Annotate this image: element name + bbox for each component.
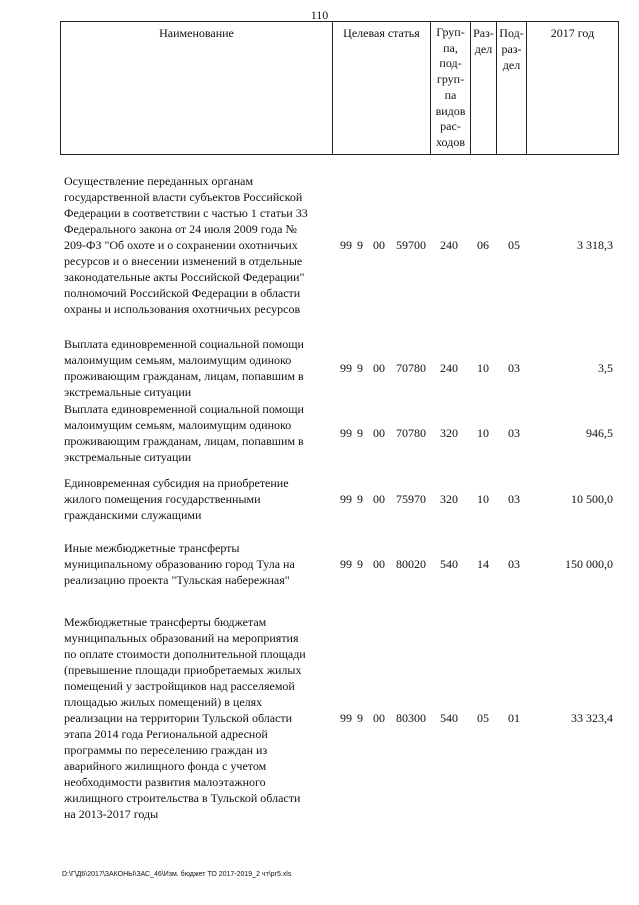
row-name-line: Иные межбюджетные трансферты <box>64 541 240 555</box>
file-path-footer: D:\Г\Д6\2017\ЗАКОНЫ\ЗАС_46\Изм. бюджет ТО 2017-2019_2 чт\pr5.xls <box>62 871 292 878</box>
section: 05 <box>477 711 489 725</box>
subsection: 01 <box>508 711 520 725</box>
row-name-line: малоимущим семьям, малоимущим одиноко <box>64 418 292 432</box>
row-name-line: Федерального закона от 24 июля 2009 года № <box>64 222 297 236</box>
row-name-line: Осуществление переданных органам <box>64 174 254 188</box>
row-values <box>0 425 639 441</box>
row-name-line: Федерации в соответствии с частью 1 статьи 33 <box>64 206 308 220</box>
subsection: 03 <box>508 426 520 440</box>
row-name-line: по оплате стоимости дополнительной площади <box>64 647 306 661</box>
row-name-line: этапа 2014 года Региональной адресной <box>64 727 268 741</box>
amount: 946,5 <box>586 426 613 440</box>
row-name-line: необходимости развития малоэтажного <box>64 775 266 789</box>
header-section <box>471 22 497 154</box>
section: 10 <box>477 426 489 440</box>
expense-group: 240 <box>440 238 458 252</box>
code-direction: 75970 <box>396 492 426 506</box>
code-event: 00 <box>373 238 385 252</box>
section: 10 <box>477 361 489 375</box>
row-name-line: реализации на территории Тульской области <box>64 711 293 725</box>
header-target-article: Целевая статья <box>333 22 431 154</box>
code-direction: 80020 <box>396 557 426 571</box>
header-section-line: Раз- <box>473 26 494 40</box>
header-name: Наименование <box>61 22 333 154</box>
row-name-line: аварийного жилищного фонда с учетом <box>64 759 267 773</box>
row-name-line: Выплата единовременной социальной помощи <box>64 402 304 416</box>
row-name-line: площадью жилых помещений) в целях <box>64 695 263 709</box>
code-subprogram: 9 <box>357 238 363 252</box>
row-name-line: охраны и использования охотничьих ресурсов <box>64 302 301 316</box>
row-name-line: помещений у застройщиков над расселяемой <box>64 679 295 693</box>
header-section-line: дел <box>474 42 493 56</box>
row-values <box>0 237 639 253</box>
header-group-line: па, <box>443 40 458 55</box>
header-year: 2017 год <box>550 26 595 40</box>
code-subprogram: 9 <box>357 361 363 375</box>
code-event: 00 <box>373 492 385 506</box>
row-name-line: проживающим гражданам, лицам, попавшим в <box>64 369 304 383</box>
row-name-line: законодательные акты Российской Федерации" <box>64 270 305 284</box>
subsection: 05 <box>508 238 520 252</box>
amount: 150 000,0 <box>565 557 613 571</box>
header-subsection-line: раз- <box>501 42 522 56</box>
page-number: 110 <box>310 8 329 22</box>
row-name-line: государственной власти субъектов Российской <box>64 190 303 204</box>
table-row <box>0 401 639 465</box>
row-name-line: на 2013-2017 годы <box>64 807 159 821</box>
table-row <box>0 614 639 822</box>
row-name-line: муниципальных образований на мероприятия <box>64 631 299 645</box>
code-direction: 59700 <box>396 238 426 252</box>
header-group-line: под- <box>439 56 462 71</box>
row-name-line: Выплата единовременной социальной помощи <box>64 337 304 351</box>
row-name-line: реализацию проекта "Тульская набережная" <box>64 573 290 587</box>
row-name-line: проживающим гражданам, лицам, попавшим в <box>64 434 304 448</box>
row-name-line: ресурсов и о внесении изменений в отдельные <box>64 254 303 268</box>
code-program: 99 <box>340 426 352 440</box>
code-subprogram: 9 <box>357 426 363 440</box>
code-event: 00 <box>373 711 385 725</box>
row-name-line: жилищного строительства в Тульской области <box>64 791 301 805</box>
code-direction: 70780 <box>396 361 426 375</box>
expense-group: 320 <box>440 492 458 506</box>
code-event: 00 <box>373 426 385 440</box>
code-subprogram: 9 <box>357 711 363 725</box>
code-direction: 80300 <box>396 711 426 725</box>
row-name-line: (превышение площади приобретаемых жилых <box>64 663 302 677</box>
section: 06 <box>477 238 489 252</box>
amount: 3 318,3 <box>577 238 613 252</box>
amount: 33 323,4 <box>571 711 613 725</box>
row-name-line: Единовременная субсидия на приобретение <box>64 476 289 490</box>
row-values <box>0 360 639 376</box>
subsection: 03 <box>508 492 520 506</box>
table-row <box>0 173 639 317</box>
code-subprogram: 9 <box>357 492 363 506</box>
header-subsection-line: дел <box>502 58 521 72</box>
expense-group: 540 <box>440 557 458 571</box>
row-values <box>0 491 639 507</box>
header-group-line: па <box>444 87 457 102</box>
header-subsection-line: Под- <box>499 26 524 40</box>
section: 10 <box>477 492 489 506</box>
subsection: 03 <box>508 557 520 571</box>
code-program: 99 <box>340 711 352 725</box>
table-row <box>0 475 639 523</box>
row-name-line: экстремальные ситуации <box>64 385 192 399</box>
header-group-line: Груп- <box>436 25 465 39</box>
row-name-line: малоимущим семьям, малоимущим одиноко <box>64 353 292 367</box>
row-values <box>0 556 639 572</box>
code-event: 00 <box>373 361 385 375</box>
expense-group: 320 <box>440 426 458 440</box>
table-row <box>0 540 639 588</box>
header-expense-group <box>431 22 471 154</box>
amount: 3,5 <box>598 361 613 375</box>
row-name-line: муниципальному образованию город Тула на <box>64 557 295 571</box>
header-group-line: груп- <box>436 72 465 87</box>
code-program: 99 <box>340 557 352 571</box>
amount: 10 500,0 <box>571 492 613 506</box>
row-name-line: 209-ФЗ "Об охоте и о сохранении охотничьих <box>64 238 298 252</box>
row-name-line: программы по переселению граждан из <box>64 743 268 757</box>
table-row <box>0 336 639 400</box>
header-group-line: видов <box>435 103 466 118</box>
expense-group: 540 <box>440 711 458 725</box>
row-name-line: экстремальные ситуации <box>64 450 192 464</box>
header-group-line: ходов <box>436 134 465 149</box>
expense-group: 240 <box>440 361 458 375</box>
row-name-line: жилого помещения государственными <box>64 492 261 506</box>
code-event: 00 <box>373 557 385 571</box>
row-values <box>0 710 639 726</box>
code-program: 99 <box>340 361 352 375</box>
row-name-line: полномочий Российской Федерации в области <box>64 286 301 300</box>
header-subsection <box>497 22 527 154</box>
row-name-line: гражданскими служащими <box>64 508 202 522</box>
code-program: 99 <box>340 492 352 506</box>
subsection: 03 <box>508 361 520 375</box>
header-group-line: рас- <box>440 119 461 134</box>
table-header <box>60 21 619 155</box>
code-subprogram: 9 <box>357 557 363 571</box>
section: 14 <box>477 557 489 571</box>
code-direction: 70780 <box>396 426 426 440</box>
row-name-line: Межбюджетные трансферты бюджетам <box>64 615 267 629</box>
code-program: 99 <box>340 238 352 252</box>
